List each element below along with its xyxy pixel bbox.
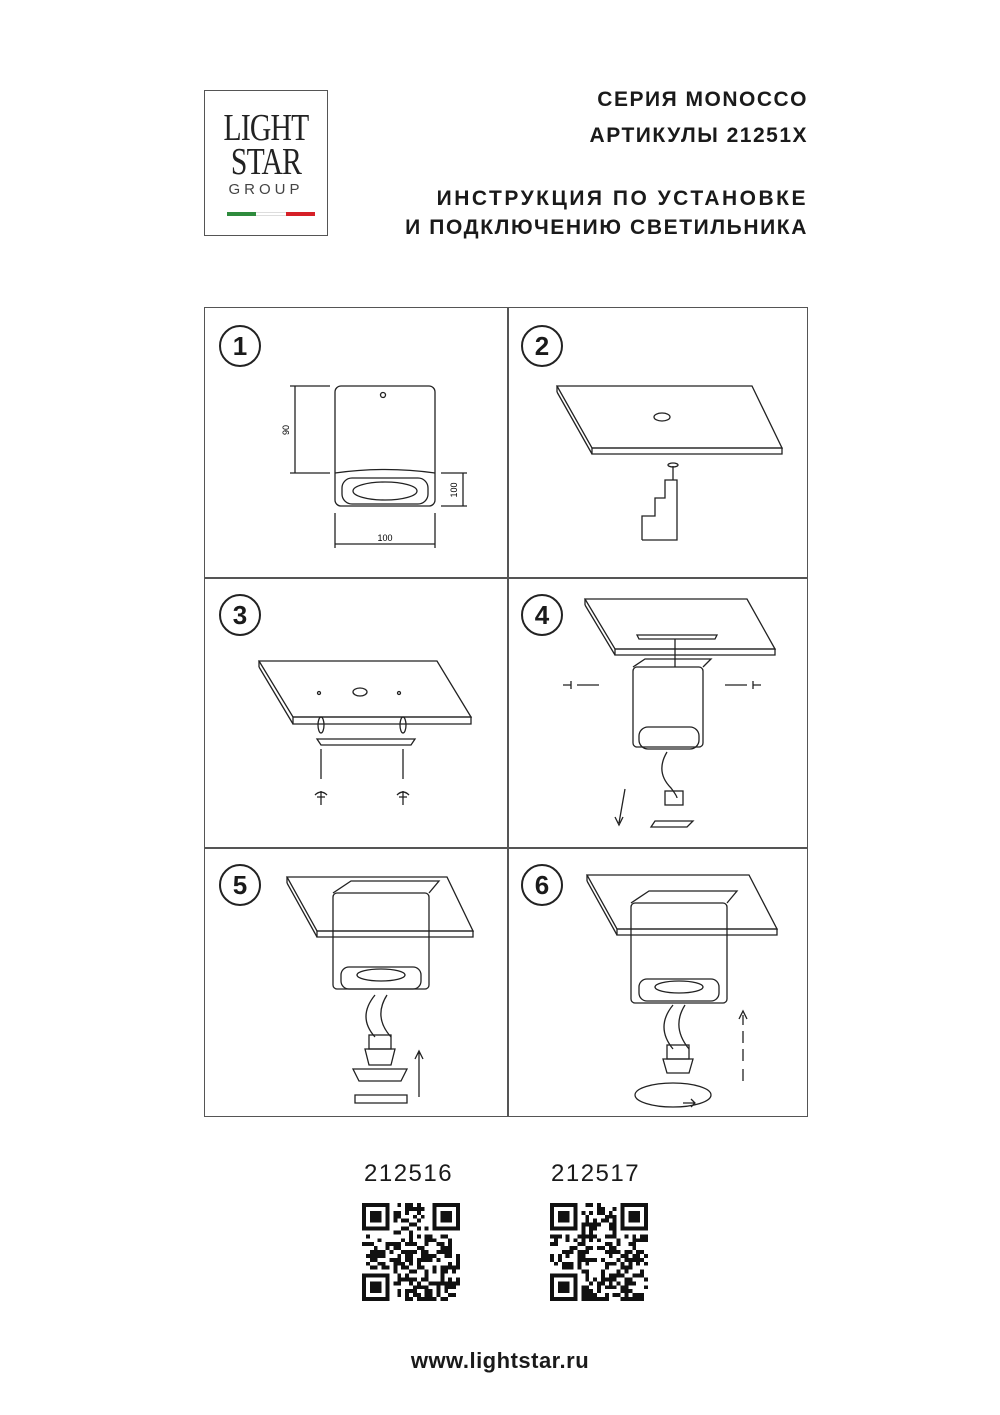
qr-code-212516[interactable] [362, 1203, 460, 1301]
lamp-insert-drawing [205, 847, 507, 1117]
qr-code-label-2: 212517 [551, 1160, 641, 1187]
fixture-dimensions-drawing [205, 308, 507, 578]
dimension-height-label: 90 [281, 424, 291, 436]
italian-flag-stripe [227, 212, 315, 216]
bracket-mount-drawing [205, 577, 507, 847]
step-1-panel [205, 308, 507, 578]
instruction-title-line-1: ИНСТРУКЦИЯ ПО УСТАНОВКЕ [436, 187, 808, 210]
logo-line-3: GROUP [228, 181, 304, 198]
step-5-number: 5 [219, 864, 261, 906]
dimension-width-label: 100 [377, 533, 393, 543]
dimension-side-label: 100 [449, 482, 459, 498]
step-4-number: 4 [521, 594, 563, 636]
instruction-title-line-2: И ПОДКЛЮЧЕНИЮ СВЕТИЛЬНИКА [405, 216, 808, 239]
step-3-panel [205, 577, 507, 847]
logo-line-2: STAR [230, 141, 302, 183]
step-2-panel [507, 308, 809, 578]
installation-steps-grid [204, 307, 808, 1117]
ceiling-drill-drawing [507, 308, 809, 578]
logo-line-1: LIGHT [223, 107, 309, 149]
step-6-panel [507, 847, 809, 1117]
brand-logo [204, 90, 328, 236]
step-2-number: 2 [521, 325, 563, 367]
wiring-connection-drawing [507, 577, 809, 847]
step-1-number: 1 [219, 325, 261, 367]
step-3-number: 3 [219, 594, 261, 636]
step-5-panel [205, 847, 507, 1117]
final-assembly-drawing [507, 847, 809, 1117]
articles-title: АРТИКУЛЫ 21251X [589, 124, 808, 147]
qr-code-label-1: 212516 [364, 1160, 454, 1187]
series-title: СЕРИЯ MONOCCO [597, 88, 808, 111]
website-link[interactable]: www.lightstar.ru [410, 1348, 590, 1373]
qr-code-212517[interactable] [550, 1203, 648, 1301]
step-6-number: 6 [521, 864, 563, 906]
step-4-panel [507, 577, 809, 847]
